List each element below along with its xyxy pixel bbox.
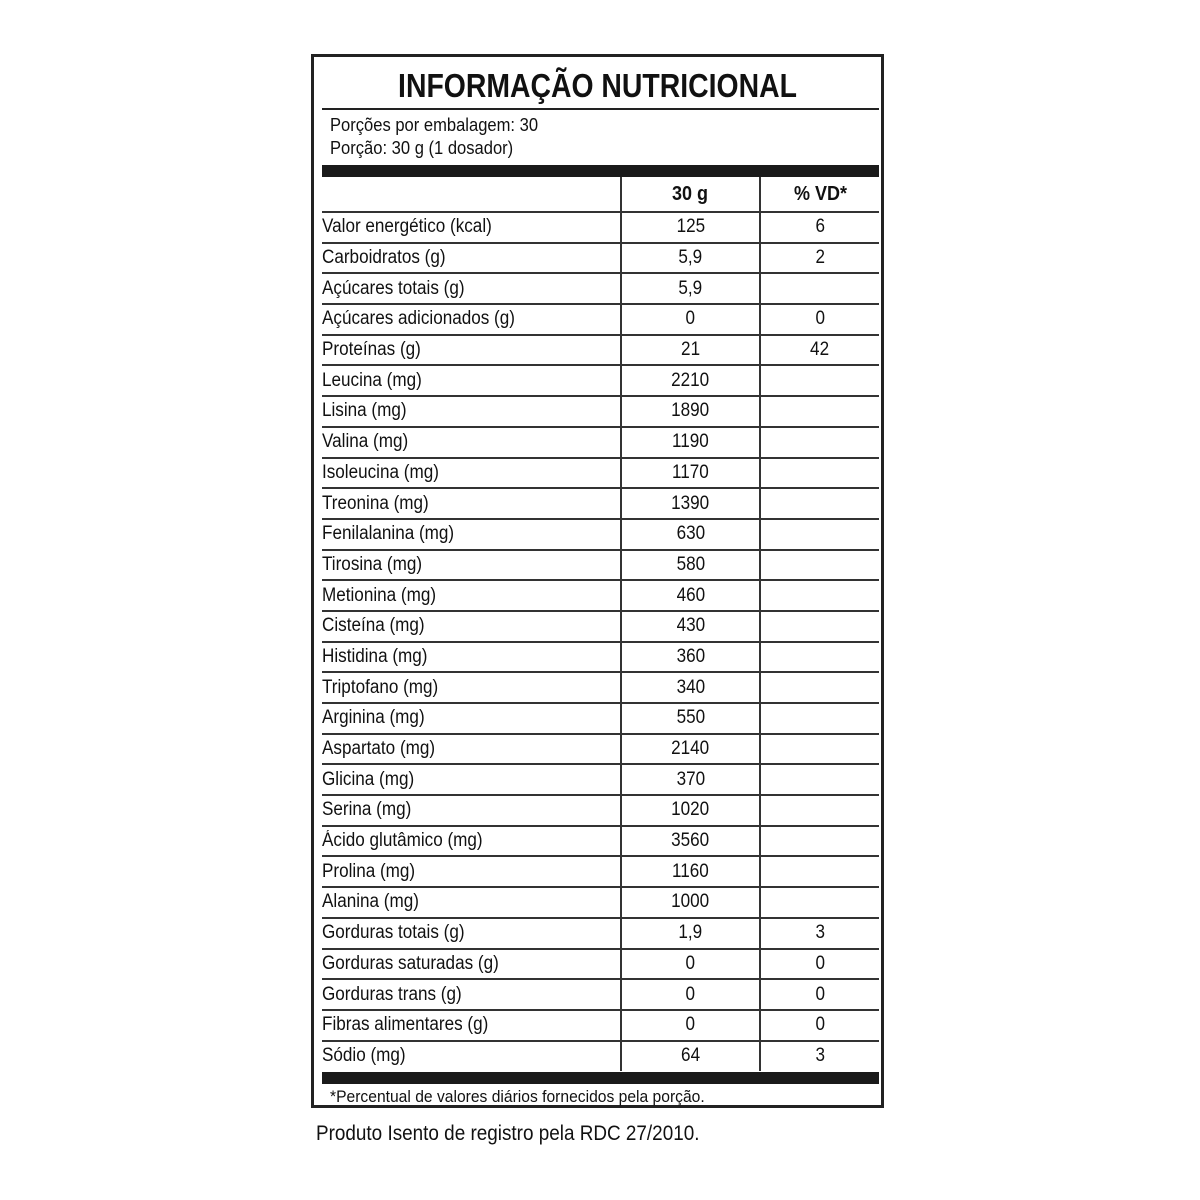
- nutrient-name-cell: [322, 580, 621, 611]
- nutrient-name-cell: [322, 1010, 621, 1041]
- nutrient-name: Fibras alimentares (g): [322, 1014, 489, 1036]
- serving-size: Porção: 30 g (1 dosador): [330, 138, 514, 158]
- amount-value: 1190: [672, 431, 709, 453]
- amount-value: 3560: [671, 830, 710, 852]
- nutrient-name-cell: [322, 703, 621, 734]
- table-row: [322, 365, 879, 396]
- nutrient-name-cell: [322, 611, 621, 642]
- nutrient-name: Proteínas (g): [322, 339, 421, 361]
- nutrient-name-cell: [322, 488, 621, 519]
- table-row: [322, 856, 879, 887]
- daily-value-cell: [760, 949, 879, 980]
- nutrient-name-cell: [322, 856, 621, 887]
- daily-value-cell: [760, 243, 879, 274]
- daily-value: 3: [815, 1045, 825, 1067]
- amount-cell: [621, 458, 760, 489]
- nutrient-name: Gorduras trans (g): [322, 983, 462, 1005]
- daily-value-cell: [760, 365, 879, 396]
- registry-note: Produto Isento de registro pela RDC 27/2010.: [316, 1122, 700, 1145]
- amount-cell: [621, 243, 760, 274]
- table-row: [322, 458, 879, 489]
- nutrient-name-cell: [322, 458, 621, 489]
- nutrient-name-cell: [322, 212, 621, 243]
- table-row: [322, 826, 879, 857]
- amount-cell: [621, 550, 760, 581]
- nutrient-name: Açúcares adicionados (g): [322, 308, 515, 330]
- table-row: [322, 550, 879, 581]
- amount-value: 1000: [671, 891, 710, 913]
- daily-value-cell: [760, 795, 879, 826]
- daily-value-cell: [760, 580, 879, 611]
- amount-cell: [621, 273, 760, 304]
- amount-value: 2210: [671, 369, 710, 391]
- amount-cell: [621, 826, 760, 857]
- nutrient-name: Isoleucina (mg): [322, 461, 439, 483]
- amount-cell: [621, 918, 760, 949]
- nutrient-name: Cisteína (mg): [322, 615, 425, 637]
- amount-cell: [621, 304, 760, 335]
- nutrient-name: Ácido glutâmico (mg): [322, 830, 483, 852]
- nutrient-name-cell: [322, 979, 621, 1010]
- nutrient-name-cell: [322, 427, 621, 458]
- header-thick-rule: [322, 165, 879, 177]
- nutrient-name-cell: [322, 550, 621, 581]
- amount-value: 0: [685, 1014, 696, 1036]
- amount-cell: [621, 642, 760, 673]
- table-row: [322, 734, 879, 765]
- amount-cell: [621, 396, 760, 427]
- table-row: [322, 212, 879, 243]
- nutrient-name-cell: [322, 887, 621, 918]
- amount-value: 370: [676, 768, 705, 790]
- nutrient-name: Triptofano (mg): [322, 676, 439, 698]
- amount-value: 5,9: [678, 247, 703, 269]
- nutrient-name-cell: [322, 519, 621, 550]
- amount-cell: [621, 580, 760, 611]
- table-row: [322, 427, 879, 458]
- nutrient-name-cell: [322, 335, 621, 366]
- nutrient-name-cell: [322, 918, 621, 949]
- nutrition-table-body: [322, 212, 879, 1071]
- amount-cell: [621, 365, 760, 396]
- amount-value: 2140: [671, 738, 710, 760]
- nutrient-name-cell: [322, 273, 621, 304]
- nutrient-name-cell: [322, 642, 621, 673]
- table-row: [322, 795, 879, 826]
- table-row: [322, 949, 879, 980]
- amount-value: 1170: [672, 461, 709, 483]
- amount-value: 340: [676, 676, 705, 698]
- amount-cell: [621, 703, 760, 734]
- table-row: [322, 1041, 879, 1072]
- daily-value-cell: [760, 488, 879, 519]
- nutrient-name-cell: [322, 396, 621, 427]
- daily-value-cell: [760, 979, 879, 1010]
- daily-value: 42: [810, 339, 830, 361]
- table-row: [322, 611, 879, 642]
- nutrient-name: Metionina (mg): [322, 584, 437, 606]
- amount-value: 1160: [672, 860, 709, 882]
- nutrient-name-cell: [322, 672, 621, 703]
- amount-value: 0: [685, 308, 696, 330]
- amount-cell: [621, 488, 760, 519]
- daily-value-footnote: *Percentual de valores diários fornecidos pela porção.: [330, 1087, 705, 1106]
- amount-cell: [621, 734, 760, 765]
- table-row: [322, 335, 879, 366]
- table-row: [322, 488, 879, 519]
- table-row: [322, 642, 879, 673]
- amount-value: 64: [680, 1045, 701, 1067]
- daily-value-cell: [760, 212, 879, 243]
- nutrient-name: Açúcares totais (g): [322, 277, 465, 299]
- nutrient-name: Histidina (mg): [322, 645, 428, 667]
- daily-value-cell: [760, 703, 879, 734]
- servings-per-package: Porções por embalagem: 30: [330, 115, 539, 135]
- daily-value-cell: [760, 764, 879, 795]
- amount-value: 360: [676, 645, 705, 667]
- daily-value-cell: [760, 1010, 879, 1041]
- nutrient-name: Fenilalanina (mg): [322, 523, 455, 545]
- amount-value: 1020: [671, 799, 710, 821]
- nutrient-name: Sódio (mg): [322, 1045, 406, 1067]
- nutrient-name-cell: [322, 764, 621, 795]
- nutrient-name-cell: [322, 365, 621, 396]
- nutrient-name: Alanina (mg): [322, 891, 419, 913]
- nutrient-name-cell: [322, 304, 621, 335]
- daily-value-cell: [760, 396, 879, 427]
- daily-value-cell: [760, 734, 879, 765]
- table-row: [322, 396, 879, 427]
- daily-value-cell: [760, 672, 879, 703]
- table-row: [322, 672, 879, 703]
- table-header-row: [322, 177, 879, 212]
- table-row: [322, 243, 879, 274]
- nutrient-name-cell: [322, 734, 621, 765]
- amount-cell: [621, 764, 760, 795]
- nutrient-name: Arginina (mg): [322, 707, 425, 729]
- amount-cell: [621, 427, 760, 458]
- amount-value: 460: [676, 584, 705, 606]
- daily-value-cell: [760, 304, 879, 335]
- amount-value: 0: [685, 983, 696, 1005]
- title-divider: [322, 108, 879, 110]
- footer-thick-rule: [322, 1072, 879, 1084]
- amount-cell: [621, 519, 760, 550]
- amount-cell: [621, 949, 760, 980]
- column-header-daily-value: % VD*: [760, 177, 879, 212]
- amount-value: 1890: [671, 400, 710, 422]
- amount-value: 1,9: [678, 922, 703, 944]
- daily-value-cell: [760, 611, 879, 642]
- amount-value: 430: [676, 615, 705, 637]
- amount-value: 125: [676, 216, 705, 238]
- table-row: [322, 304, 879, 335]
- nutrient-name: Glicina (mg): [322, 768, 415, 790]
- nutrient-name: Aspartato (mg): [322, 738, 436, 760]
- amount-value: 0: [685, 952, 696, 974]
- amount-cell: [621, 335, 760, 366]
- table-row: [322, 273, 879, 304]
- nutrient-name: Serina (mg): [322, 799, 412, 821]
- table-row: [322, 1010, 879, 1041]
- daily-value: 6: [815, 216, 825, 238]
- daily-value-cell: [760, 826, 879, 857]
- amount-cell: [621, 1041, 760, 1072]
- nutrient-name: Gorduras saturadas (g): [322, 952, 499, 974]
- nutrient-name: Prolina (mg): [322, 860, 416, 882]
- nutrient-name: Treonina (mg): [322, 492, 429, 514]
- column-header-nutrient: [322, 177, 621, 212]
- table-row: [322, 887, 879, 918]
- amount-cell: [621, 979, 760, 1010]
- amount-cell: [621, 887, 760, 918]
- daily-value-cell: [760, 550, 879, 581]
- column-header-amount: 30 g: [621, 177, 760, 212]
- nutrient-name: Valor energético (kcal): [322, 216, 492, 238]
- amount-value: 630: [676, 523, 705, 545]
- nutrient-name: Tirosina (mg): [322, 553, 423, 575]
- daily-value-cell: [760, 519, 879, 550]
- amount-value: 1390: [671, 492, 710, 514]
- table-row: [322, 580, 879, 611]
- amount-value: 580: [676, 553, 705, 575]
- amount-cell: [621, 212, 760, 243]
- daily-value-cell: [760, 642, 879, 673]
- amount-cell: [621, 611, 760, 642]
- amount-cell: [621, 672, 760, 703]
- daily-value-cell: [760, 887, 879, 918]
- amount-cell: [621, 856, 760, 887]
- nutrient-name-cell: [322, 243, 621, 274]
- nutrient-name: Lisina (mg): [322, 400, 407, 422]
- daily-value: 2: [815, 247, 825, 269]
- daily-value-cell: [760, 1041, 879, 1072]
- daily-value: 0: [815, 308, 825, 330]
- table-row: [322, 918, 879, 949]
- amount-cell: [621, 1010, 760, 1041]
- daily-value: 0: [815, 1014, 825, 1036]
- daily-value-cell: [760, 335, 879, 366]
- nutrient-name-cell: [322, 795, 621, 826]
- daily-value: 0: [815, 952, 825, 974]
- amount-value: 5,9: [678, 277, 703, 299]
- table-row: [322, 764, 879, 795]
- nutrition-table: [322, 177, 879, 1071]
- nutrient-name: Leucina (mg): [322, 369, 422, 391]
- amount-value: 550: [676, 707, 705, 729]
- table-row: [322, 703, 879, 734]
- daily-value-cell: [760, 918, 879, 949]
- daily-value: 0: [815, 983, 825, 1005]
- nutrient-name: Valina (mg): [322, 431, 409, 453]
- daily-value-cell: [760, 427, 879, 458]
- table-row: [322, 519, 879, 550]
- nutrition-title: INFORMAÇÃO NUTRICIONAL: [398, 67, 797, 104]
- nutrient-name: Gorduras totais (g): [322, 922, 465, 944]
- daily-value-cell: [760, 856, 879, 887]
- amount-cell: [621, 795, 760, 826]
- nutrient-name-cell: [322, 1041, 621, 1072]
- nutrient-name-cell: [322, 826, 621, 857]
- daily-value: 3: [815, 922, 825, 944]
- daily-value-cell: [760, 273, 879, 304]
- nutrition-facts-panel: [311, 54, 884, 1108]
- table-row: [322, 979, 879, 1010]
- amount-value: 21: [680, 339, 701, 361]
- nutrient-name-cell: [322, 949, 621, 980]
- daily-value-cell: [760, 458, 879, 489]
- nutrient-name: Carboidratos (g): [322, 247, 446, 269]
